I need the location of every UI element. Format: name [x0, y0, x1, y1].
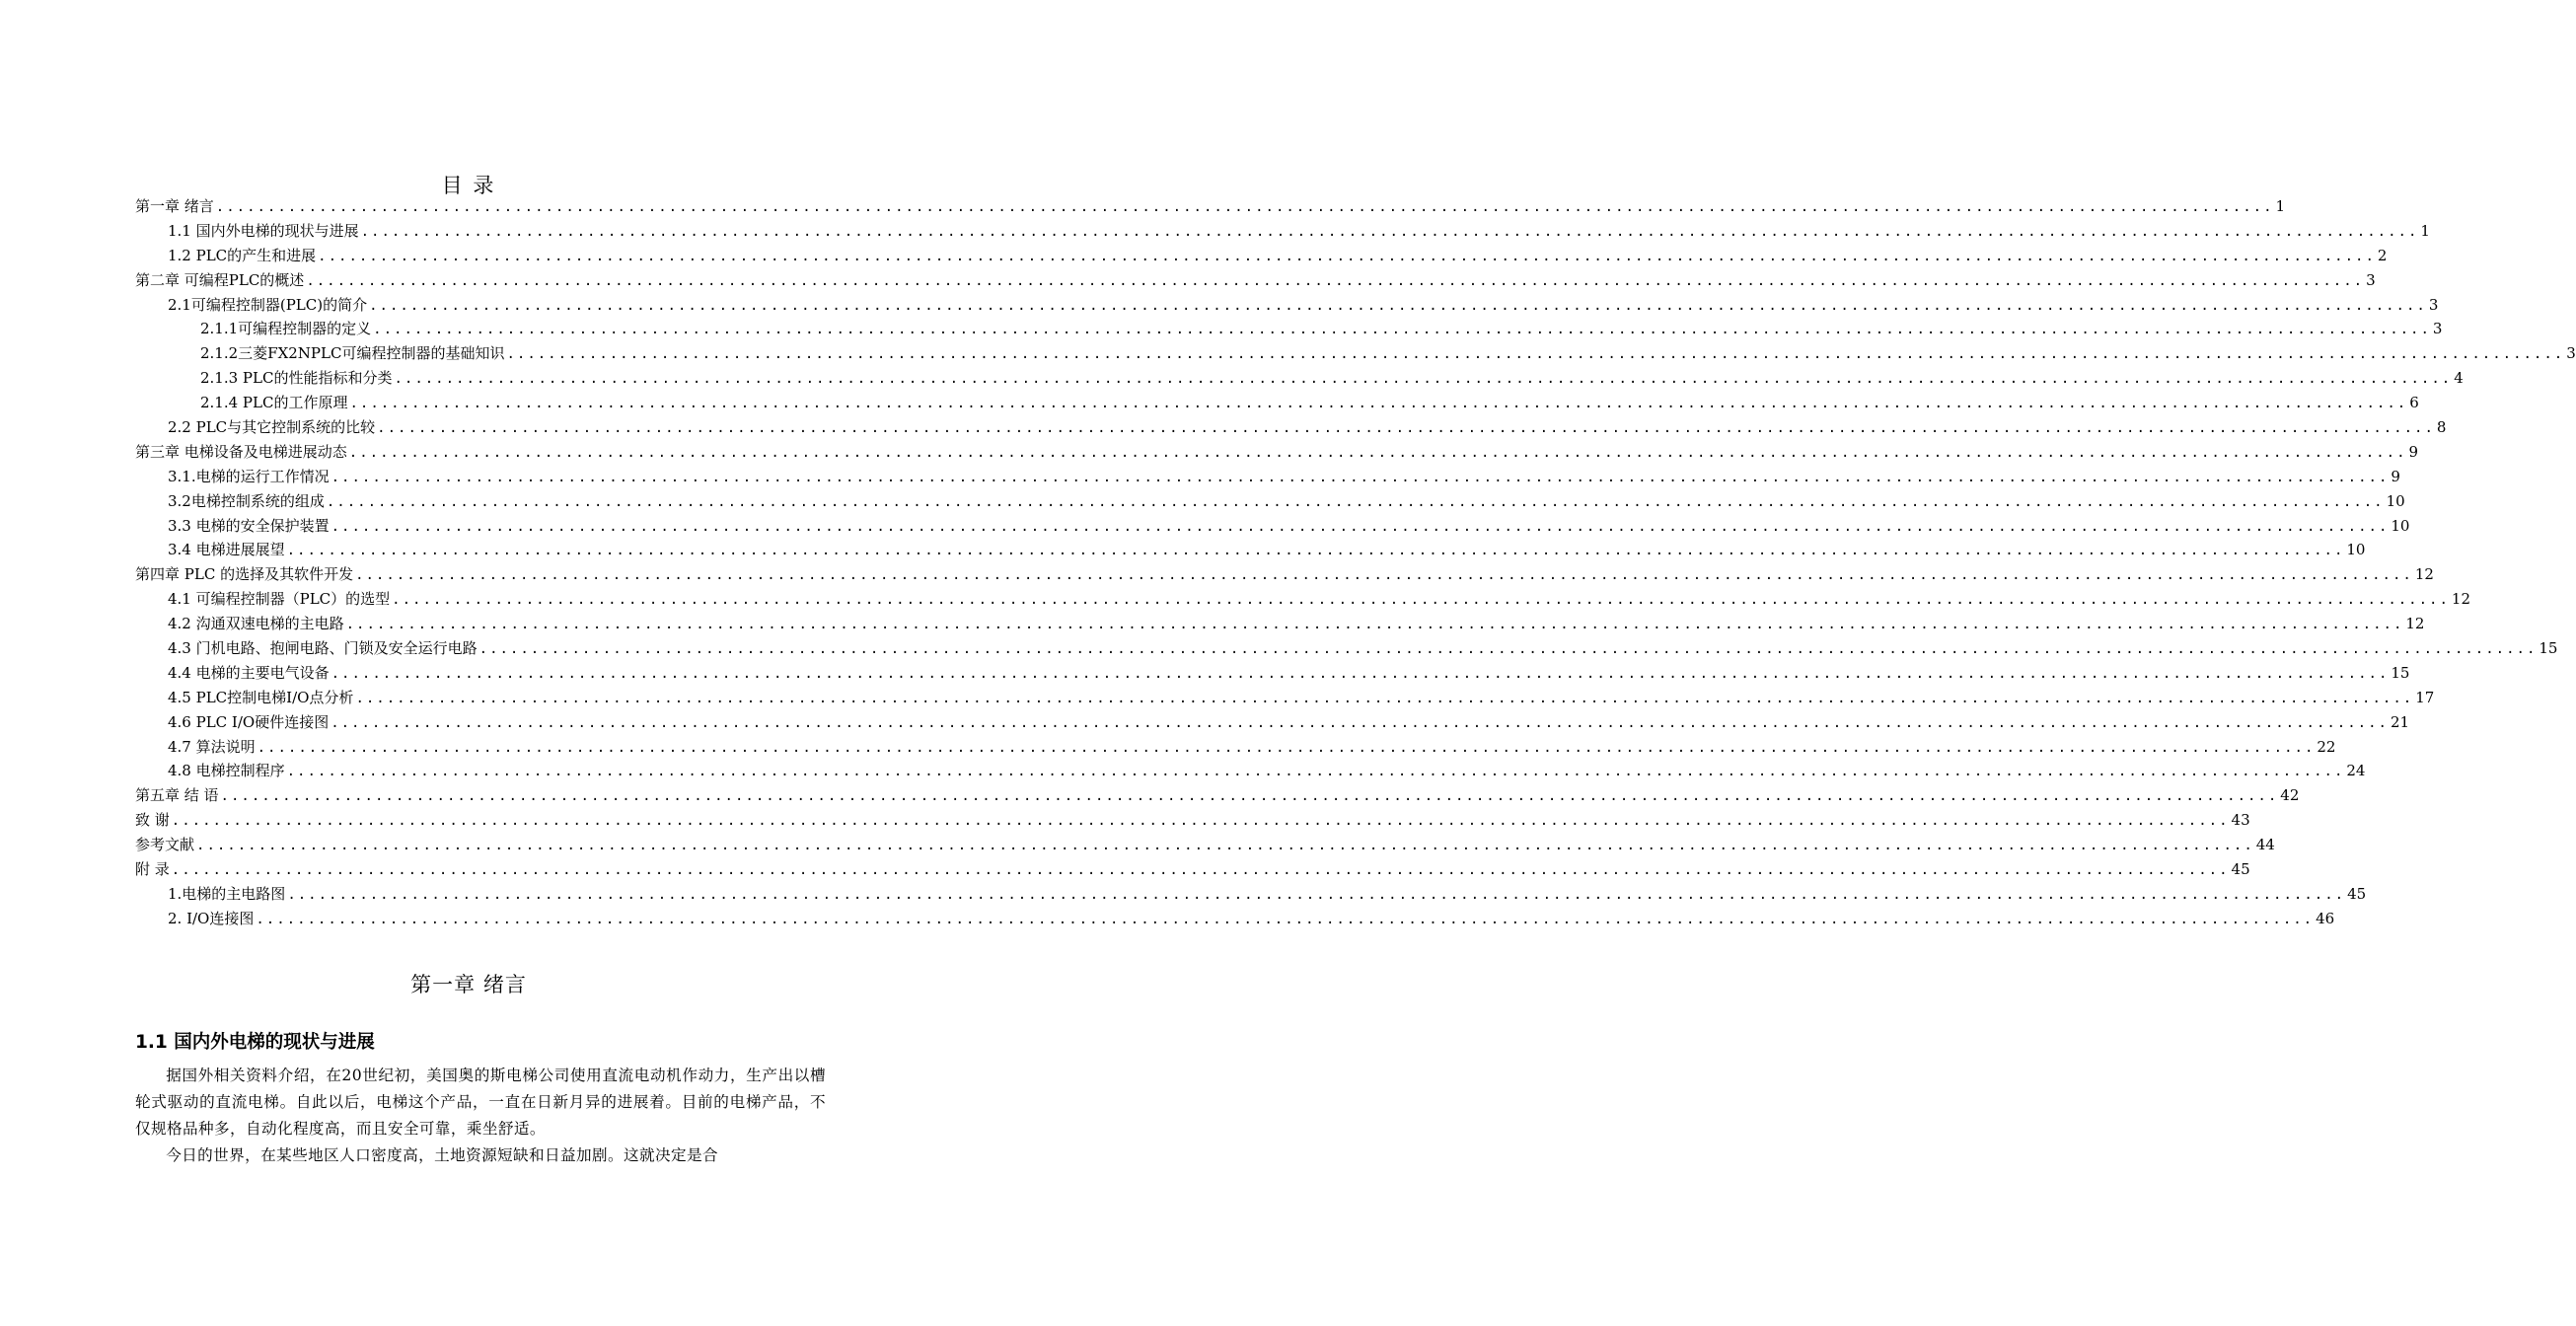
- toc-leader-dots: ........................................................................................................................................................................................................: [306, 272, 2365, 289]
- toc-entry-label: 3.2电梯控制系统的组成: [168, 491, 325, 510]
- toc-page-number: 43: [2231, 811, 2250, 830]
- toc-entry-label: 4.7 算法说明: [168, 737, 256, 756]
- toc-leader-dots: ........................................................................................................................................................................................................: [478, 641, 2538, 658]
- toc-leader-dots: ........................................................................................................................................................................................................: [326, 493, 2385, 510]
- toc-leader-dots: ........................................................................................................................................................................................................: [345, 617, 2404, 633]
- toc-entry-label: 3.1.电梯的运行工作情况: [168, 467, 330, 485]
- toc-entry: [135, 686, 2435, 710]
- toc-page-number: 3: [2428, 295, 2439, 314]
- toc-page-number: 15: [2391, 663, 2410, 682]
- toc-entry-label: 第五章 结 语: [135, 786, 219, 805]
- toc-leader-dots: ........................................................................................................................................................................................................: [348, 444, 2407, 461]
- toc-entry-label: 2.1.2三菱FX2NPLC可编程控制器的基础知识: [200, 344, 505, 363]
- toc-entry-label: 第二章 可编程PLC的概述: [135, 270, 305, 289]
- toc-entry: [135, 759, 2366, 783]
- toc-leader-dots: ........................................................................................................................................................................................................: [355, 567, 2413, 584]
- toc-page-number: 6: [2409, 394, 2419, 412]
- toc-entry: [135, 636, 2558, 661]
- toc-leader-dots: ........................................................................................................................................................................................................: [318, 248, 2376, 264]
- toc-entry-label: 第一章 绪言: [135, 197, 214, 215]
- toc-entry-label: 1.2 PLC的产生和进展: [168, 246, 317, 264]
- toc-entry: [135, 612, 2425, 636]
- toc-page-number: 1: [2420, 221, 2430, 240]
- toc-leader-dots: ........................................................................................................................................................................................................: [373, 322, 2431, 338]
- toc-entry: [135, 465, 2400, 489]
- toc-entry: [135, 341, 2576, 366]
- toc-entry-label: 4.8 电梯控制程序: [168, 762, 285, 780]
- toc-entry-label: 2.1可编程控制器(PLC)的简介: [168, 295, 368, 314]
- toc-entry-label: 2.1.1可编程控制器的定义: [200, 320, 372, 338]
- toc-page-number: 4: [2454, 369, 2464, 388]
- toc-title: 目 录: [441, 174, 496, 197]
- toc-entry: [135, 440, 2419, 465]
- toc-entry-label: 1.1 国内外电梯的现状与进展: [168, 221, 359, 240]
- toc-page-number: 22: [2317, 737, 2336, 756]
- toc-leader-dots: ........................................................................................................................................................................................................: [331, 518, 2390, 535]
- toc-leader-dots: ........................................................................................................................................................................................................: [220, 788, 2279, 805]
- toc-entry: [135, 710, 2410, 735]
- toc-leader-dots: ........................................................................................................................................................................................................: [171, 813, 2230, 830]
- toc-entry: [135, 735, 2336, 760]
- body-text: [135, 1063, 826, 1169]
- toc-entry-label: 4.5 PLC控制电梯I/O点分析: [168, 688, 354, 706]
- toc-entry: [135, 857, 2250, 882]
- toc-page-number: 44: [2255, 836, 2275, 854]
- toc-page-number: 10: [2346, 541, 2366, 559]
- toc-entry-label: 第三章 电梯设备及电梯进展动态: [135, 442, 347, 461]
- toc-entry: [135, 514, 2410, 539]
- toc-leader-dots: ........................................................................................................................................................................................................: [331, 665, 2390, 682]
- toc-entry-label: 4.3 门机电路、抱闸电路、门锁及安全运行电路: [168, 639, 478, 658]
- toc-leader-dots: ........................................................................................................................................................................................................: [196, 838, 2254, 854]
- toc-leader-dots: ........................................................................................................................................................................................................: [286, 543, 2345, 559]
- toc-page-number: 17: [2415, 688, 2435, 706]
- toc-entry-label: 2.2 PLC与其它控制系统的比较: [168, 418, 376, 437]
- toc-leader-dots: ........................................................................................................................................................................................................: [369, 297, 2427, 314]
- table-of-contents: [135, 194, 2576, 931]
- toc-entry: [135, 317, 2443, 341]
- toc-entry: [135, 833, 2275, 857]
- toc-leader-dots: ........................................................................................................................................................................................................: [506, 346, 2565, 363]
- toc-page-number: 15: [2539, 639, 2558, 658]
- toc-entry-label: 附 录: [135, 860, 170, 879]
- toc-entry: [135, 415, 2447, 440]
- toc-page-number: 21: [2390, 712, 2410, 731]
- toc-leader-dots: ........................................................................................................................................................................................................: [377, 420, 2435, 437]
- toc-entry: [135, 391, 2419, 415]
- toc-entry-label: 致 谢: [135, 811, 170, 830]
- toc-page-number: 46: [2316, 909, 2335, 927]
- toc-leader-dots: ........................................................................................................................................................................................................: [360, 223, 2419, 240]
- toc-entry: [135, 489, 2405, 514]
- toc-entry: [135, 587, 2470, 612]
- toc-entry: [135, 882, 2367, 907]
- toc-leader-dots: ........................................................................................................................................................................................................: [286, 764, 2345, 780]
- toc-page-number: 3: [2566, 344, 2576, 363]
- toc-page-number: 9: [2391, 467, 2400, 485]
- toc-page-number: 8: [2436, 418, 2447, 437]
- chapter-title: 第一章 绪言: [410, 973, 527, 996]
- toc-page-number: 45: [2231, 860, 2250, 879]
- toc-leader-dots: ........................................................................................................................................................................................................: [331, 469, 2390, 485]
- toc-page-number: 1: [2275, 197, 2286, 215]
- toc-page-number: 12: [2451, 590, 2470, 609]
- toc-leader-dots: ........................................................................................................................................................................................................: [287, 886, 2346, 903]
- toc-entry-label: 1.电梯的主电路图: [168, 884, 286, 903]
- toc-entry-label: 4.1 可编程控制器（PLC）的选型: [168, 590, 391, 609]
- toc-entry: [135, 907, 2335, 931]
- paragraph: 据国外相关资料介绍，在20世纪初，美国奥的斯电梯公司使用直流电动机作动力，生产出以槽轮式驱动的直流电梯。自此以后，电梯这个产品，一直在日新月异的进展着。目前的电梯产品，不仅规格品种多，自动化程度高，而且安全可靠，乘坐舒适。: [135, 1067, 826, 1138]
- toc-page-number: 24: [2346, 762, 2366, 780]
- section-title: 1.1 国内外电梯的现状与进展: [135, 1032, 375, 1053]
- toc-entry-label: 4.2 沟通双速电梯的主电路: [168, 615, 344, 633]
- toc-page-number: 12: [2405, 615, 2425, 633]
- toc-entry-label: 4.6 PLC I/O硬件连接图: [168, 712, 330, 731]
- toc-entry: [135, 562, 2434, 587]
- toc-page-number: 3: [2366, 270, 2376, 289]
- toc-entry: [135, 538, 2366, 562]
- toc-entry-label: 2. I/O连接图: [168, 909, 255, 927]
- toc-leader-dots: ........................................................................................................................................................................................................: [215, 199, 2274, 215]
- toc-leader-dots: ........................................................................................................................................................................................................: [392, 592, 2450, 609]
- toc-leader-dots: ........................................................................................................................................................................................................: [171, 862, 2230, 879]
- toc-page-number: 2: [2377, 246, 2388, 264]
- toc-entry-label: 2.1.4 PLC的工作原理: [200, 394, 348, 412]
- toc-page-number: 3: [2432, 320, 2443, 338]
- toc-page-number: 42: [2280, 786, 2300, 805]
- toc-page-number: 10: [2391, 516, 2410, 535]
- toc-entry-label: 2.1.3 PLC的性能指标和分类: [200, 369, 393, 388]
- toc-leader-dots: ........................................................................................................................................................................................................: [331, 714, 2389, 731]
- toc-entry: [135, 268, 2376, 293]
- toc-entry: [135, 783, 2300, 808]
- toc-leader-dots: ........................................................................................................................................................................................................: [256, 911, 2315, 927]
- toc-entry: [135, 219, 2430, 244]
- toc-page-number: 10: [2386, 491, 2405, 510]
- toc-entry-label: 3.3 电梯的安全保护装置: [168, 516, 330, 535]
- toc-entry: [135, 244, 2388, 268]
- toc-entry-label: 4.4 电梯的主要电气设备: [168, 663, 330, 682]
- toc-leader-dots: ........................................................................................................................................................................................................: [257, 739, 2316, 756]
- toc-entry-label: 第四章 PLC 的选择及其软件开发: [135, 565, 354, 584]
- toc-leader-dots: ........................................................................................................................................................................................................: [355, 690, 2414, 706]
- toc-entry: [135, 808, 2250, 833]
- toc-entry: [135, 661, 2410, 686]
- toc-entry-label: 参考文献: [135, 836, 195, 854]
- toc-entry: [135, 366, 2464, 391]
- toc-page-number: 45: [2347, 884, 2367, 903]
- toc-page-number: 12: [2414, 565, 2434, 584]
- toc-leader-dots: ........................................................................................................................................................................................................: [349, 396, 2408, 412]
- toc-page-number: 9: [2408, 442, 2419, 461]
- toc-entry: [135, 293, 2439, 318]
- toc-leader-dots: ........................................................................................................................................................................................................: [394, 371, 2453, 388]
- paragraph: 今日的世界，在某些地区人口密度高，土地资源短缺和日益加剧。这就决定是合: [166, 1146, 718, 1164]
- toc-entry: [135, 194, 2286, 219]
- toc-entry-label: 3.4 电梯进展展望: [168, 541, 285, 559]
